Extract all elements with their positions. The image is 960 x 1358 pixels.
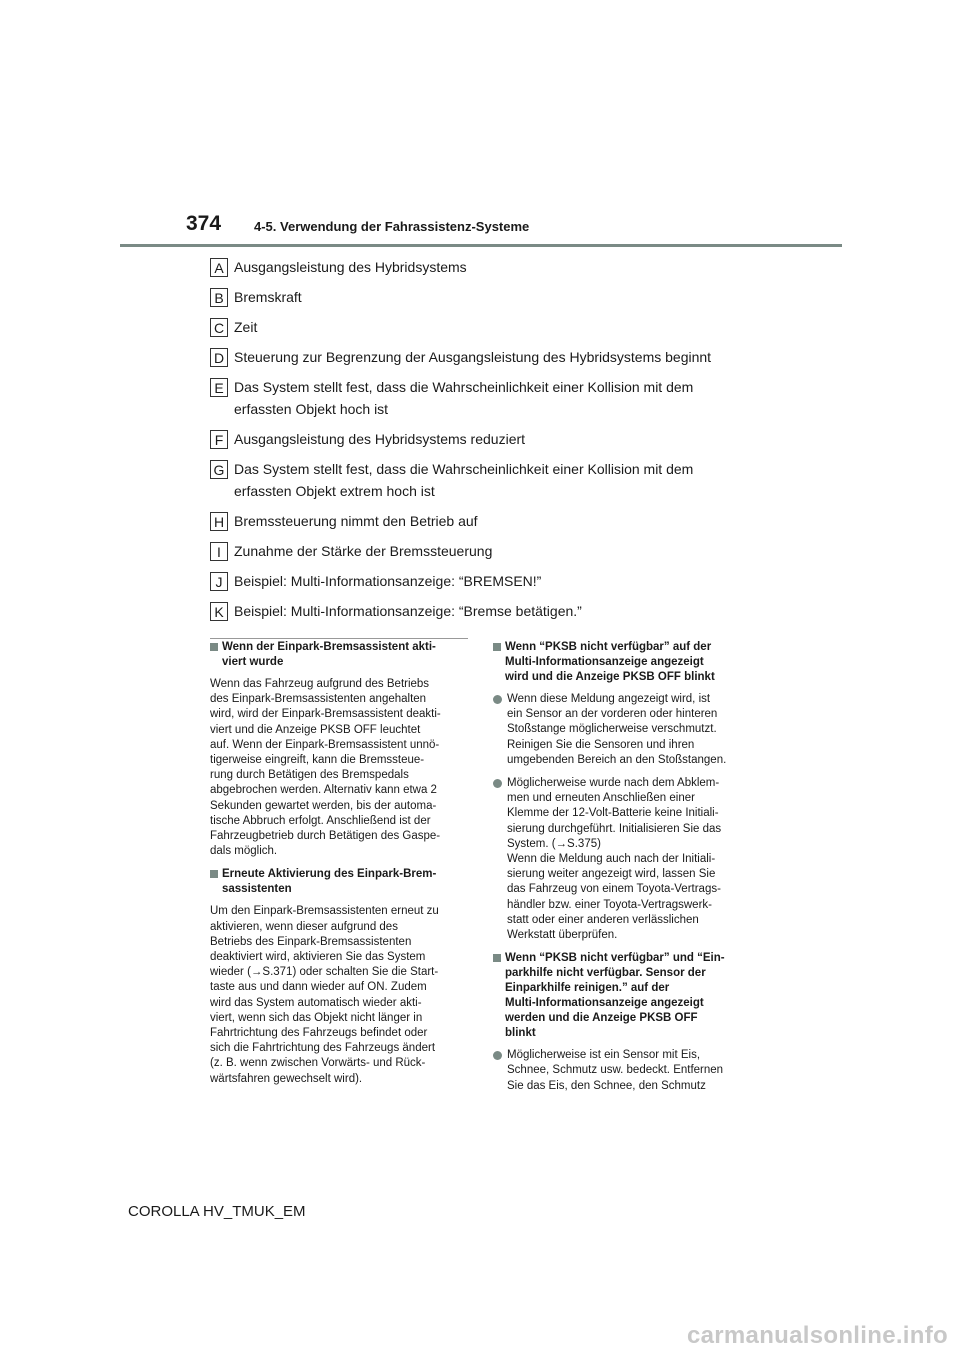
bullet-initialisierung: [493, 776, 753, 943]
section-body-einpark-aktiviert: [210, 677, 470, 859]
text-line: Sekunden gewartet werden, bis der automa-: [210, 799, 437, 812]
page-number: 374: [186, 212, 222, 235]
text-line: men und erneuten Anschließen einer: [507, 792, 695, 805]
text-line: Fahrzeugbetrieb durch Betätigen des Gaspe-: [210, 830, 441, 843]
legend-item-g: [210, 458, 830, 502]
bullet-sensor-bedeckt: [493, 1048, 753, 1094]
legend-item-d: [210, 346, 830, 368]
section-heading-erneute-aktivierung: [210, 867, 470, 897]
legend-item-i: [210, 540, 830, 562]
text-line: sierung durchgeführt. Initialisieren Sie das: [507, 822, 722, 835]
text-line: viert, wenn sich das Objekt nicht länger in: [210, 1011, 423, 1024]
diagram-legend: [210, 256, 830, 630]
legend-text: Bremskraft: [234, 289, 302, 305]
text-line: abgebrochen werden. Alternativ kann etwa 2: [210, 784, 437, 797]
text-line: Multi-Informationsanzeige angezeigt: [505, 997, 704, 1010]
text-line: Wenn das Fahrzeug aufgrund des Betriebs: [210, 678, 430, 690]
text-line: rung durch Betätigen des Bremspedals: [210, 769, 409, 782]
text-line: Sie das Eis, den Schnee, den Schmutz: [507, 1079, 706, 1092]
legend-key-box: J: [210, 572, 228, 591]
text-line: werden und die Anzeige PKSB OFF: [505, 1012, 698, 1025]
legend-text: Zeit: [234, 319, 258, 335]
legend-item-f: [210, 428, 830, 450]
section-heading-einparkhilfe-nicht-verfuegbar: [493, 951, 753, 1041]
legend-item-b: [210, 286, 830, 308]
text-line: Fahrtrichtung des Fahrzeugs befindet oder: [210, 1027, 428, 1040]
text-line: Wenn die Meldung auch nach der Initiali-: [507, 853, 716, 866]
text-line: parkhilfe nicht verfügbar. Sensor der: [505, 967, 706, 980]
column-rule: [210, 638, 468, 639]
text-line: das Fahrzeug von einem Toyota-Vertrags-: [507, 883, 721, 896]
legend-key-box: B: [210, 288, 228, 307]
legend-item-k: [210, 600, 830, 622]
text-line: Betriebs des Einpark-Bremsassistenten: [210, 935, 412, 948]
legend-item-j: [210, 570, 830, 592]
text-line: dals möglich.: [210, 845, 278, 858]
legend-text: Ausgangsleistung des Hybridsystems: [234, 259, 467, 275]
bullet-dot-icon: [493, 695, 502, 704]
text-line: umgebenden Bereich an den Stoßstangen.: [507, 753, 727, 766]
text-line: aktivieren, wenn dieser aufgrund des: [210, 920, 398, 933]
bullet-sensor-verschmutzt: [493, 692, 753, 768]
section-square-icon: [210, 870, 218, 878]
text-line: Wenn diese Meldung angezeigt wird, ist: [507, 693, 711, 705]
text-line: auf. Wenn der Einpark-Bremsassistent unnö-: [210, 738, 440, 751]
text-line: sassistenten: [222, 883, 292, 896]
section-heading-pksb-nicht-verfuegbar: [493, 640, 753, 685]
legend-text: erfassten Objekt hoch ist: [234, 401, 389, 417]
footer-model: COROLLA HV_TMUK_EM: [128, 1203, 306, 1220]
text-line: Wenn “PKSB nicht verfügbar” auf der: [505, 641, 712, 653]
legend-text: Beispiel: Multi-Informationsanzeige: “BREMSEN!”: [234, 573, 542, 589]
legend-key-box: K: [210, 602, 228, 621]
header-rule: [120, 244, 842, 247]
text-line: Stoßstange möglicherweise verschmutzt.: [507, 723, 717, 736]
legend-text: Bremssteuerung nimmt den Betrieb auf: [234, 513, 478, 529]
section-heading-einpark-aktiviert: [210, 640, 470, 670]
text-line: viert wurde: [222, 656, 284, 668]
legend-text: Ausgangsleistung des Hybridsystems reduziert: [234, 431, 526, 447]
section-title: 4-5. Verwendung der Fahrassistenz-Systeme: [254, 219, 530, 234]
right-column: [493, 640, 753, 1102]
text-line: Wenn der Einpark-Bremsassistent akti-: [222, 641, 436, 653]
text-line: Werkstatt überprüfen.: [507, 929, 618, 942]
legend-key-box: G: [210, 460, 228, 479]
legend-text: Beispiel: Multi-Informationsanzeige: “Bremse betätigen.”: [234, 603, 582, 619]
text-line: Reinigen Sie die Sensoren und ihren: [507, 738, 695, 751]
legend-item-h: [210, 510, 830, 532]
text-line: wird das System automatisch wieder akti-: [210, 996, 422, 1009]
bullet-dot-icon: [493, 779, 502, 788]
text-line: wird, wird der Einpark-Bremsassistent deakti-: [210, 708, 441, 721]
watermark-link[interactable]: carmanualsonline.info: [686, 1322, 948, 1349]
text-line: System. (→S.375): [507, 837, 601, 850]
section-square-icon: [210, 643, 218, 651]
text-line: Schnee, Schmutz usw. bedeckt. Entfernen: [507, 1064, 724, 1077]
legend-key-box: E: [210, 378, 228, 397]
legend-text: Steuerung zur Begrenzung der Ausgangsleistung des Hybridsystems beginnt: [234, 349, 712, 365]
text-line: statt oder einer anderen verlässlichen: [507, 913, 699, 926]
text-line: blinkt: [505, 1027, 536, 1040]
text-line: wird und die Anzeige PKSB OFF blinkt: [505, 671, 715, 683]
legend-key-box: I: [210, 542, 228, 561]
text-line: Möglicherweise ist ein Sensor mit Eis,: [507, 1049, 701, 1062]
text-line: sierung weiter angezeigt wird, lassen Sie: [507, 868, 716, 881]
section-square-icon: [493, 643, 501, 651]
text-line: Wenn “PKSB nicht verfügbar” und “Ein-: [505, 952, 725, 965]
legend-text: erfassten Objekt extrem hoch ist: [234, 483, 435, 499]
legend-key-box: A: [210, 258, 228, 277]
legend-text: Zunahme der Stärke der Bremssteuerung: [234, 543, 493, 559]
text-line: viert und die Anzeige PKSB OFF leuchtet: [210, 723, 421, 736]
text-line: taste aus und dann wieder auf ON. Zudem: [210, 981, 427, 994]
legend-text: Das System stellt fest, dass die Wahrscheinlichkeit einer Kollision mit dem: [234, 379, 694, 395]
text-line: wärtsfahren gewechselt wird).: [210, 1072, 363, 1085]
text-line: Einparkhilfe reinigen.” auf der: [505, 982, 670, 995]
text-line: wieder (→S.371) oder schalten Sie die Start-: [210, 966, 439, 979]
text-line: händler bzw. einer Toyota-Vertragswerk-: [507, 898, 712, 911]
left-column: [210, 640, 470, 1095]
text-line: Erneute Aktivierung des Einpark-Brem-: [222, 868, 437, 881]
text-line: Klemme der 12-Volt-Batterie keine Initiali-: [507, 807, 719, 820]
section-square-icon: [493, 954, 501, 962]
section-body-erneute-aktivierung: [210, 904, 470, 1086]
text-line: deaktiviert wird, aktivieren Sie das System: [210, 951, 426, 964]
legend-key-box: D: [210, 348, 228, 367]
text-line: (z. B. wenn zwischen Vorwärts- und Rück-: [210, 1057, 426, 1070]
text-line: tische Abbruch erfolgt. Anschließend ist der: [210, 814, 431, 827]
bullet-dot-icon: [493, 1051, 502, 1060]
legend-item-e: [210, 376, 830, 420]
legend-key-box: F: [210, 430, 228, 449]
legend-text: Das System stellt fest, dass die Wahrscheinlichkeit einer Kollision mit dem: [234, 461, 694, 477]
text-line: tigerweise eingreift, kann die Bremssteue-: [210, 754, 425, 767]
legend-key-box: H: [210, 512, 228, 531]
text-line: Möglicherweise wurde nach dem Abklem-: [507, 777, 720, 790]
text-line: ein Sensor an der vorderen oder hinteren: [507, 708, 718, 721]
legend-item-a: [210, 256, 830, 278]
text-line: sich die Fahrtrichtung des Fahrzeugs ändert: [210, 1042, 436, 1055]
legend-item-c: [210, 316, 830, 338]
text-line: des Einpark-Bremsassistenten angehalten: [210, 693, 427, 706]
text-line: Um den Einpark-Bremsassistenten erneut zu: [210, 905, 439, 918]
legend-key-box: C: [210, 318, 228, 337]
text-line: Multi-Informationsanzeige angezeigt: [505, 656, 704, 668]
